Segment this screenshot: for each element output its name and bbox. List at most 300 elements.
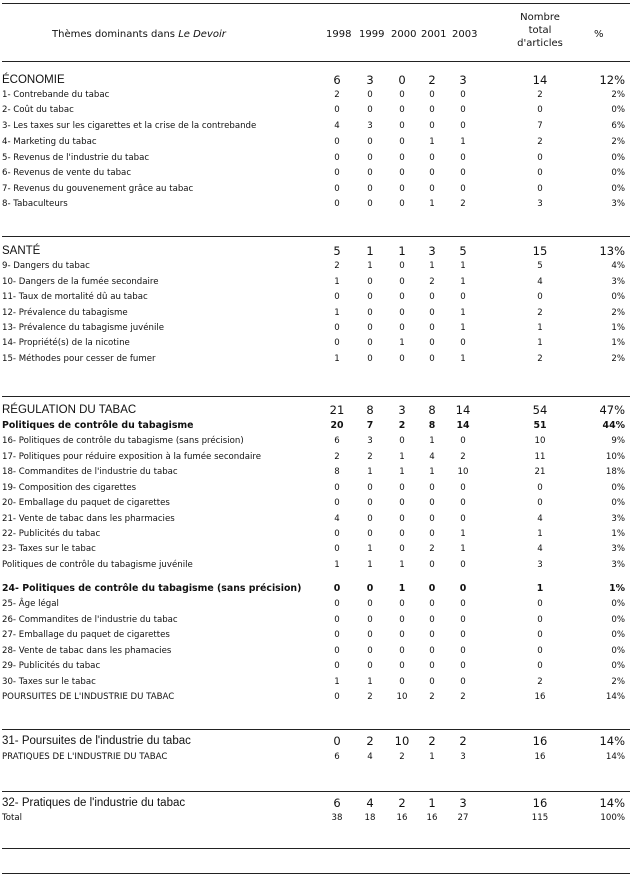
value-percent: 0% [611, 615, 625, 625]
value-total: 0 [537, 184, 543, 194]
value-2001: 0 [429, 105, 435, 115]
value-percent: 3% [611, 199, 625, 209]
value-2001: 16 [426, 813, 438, 823]
value-percent: 3% [611, 514, 625, 524]
row-label: 9- Dangers du tabac [2, 261, 90, 271]
value-1999: 0 [367, 354, 373, 364]
value-1999: 0 [367, 514, 373, 524]
value-1999: 0 [367, 529, 373, 539]
value-total: 16 [534, 752, 546, 762]
row-label: 15- Méthodes pour cesser de fumer [2, 354, 156, 364]
row-label: 29- Publicités du tabac [2, 661, 101, 671]
value-total: 1 [536, 583, 544, 594]
value-1999: 0 [366, 583, 374, 594]
value-total: 51 [533, 420, 547, 431]
table-top-rule [2, 3, 630, 4]
value-2003: 1 [460, 354, 466, 364]
value-1998: 0 [334, 615, 340, 625]
value-1999: 0 [367, 292, 373, 302]
value-percent: 3% [611, 560, 625, 570]
table-row [0, 275, 632, 289]
value-percent: 14% [599, 796, 625, 810]
value-1999: 2 [367, 452, 373, 462]
value-2001: 0 [429, 168, 435, 178]
row-label: RÉGULATION DU TABAC [2, 404, 137, 416]
value-2003: 0 [460, 90, 466, 100]
value-2001: 0 [429, 560, 435, 570]
value-2001: 2 [428, 734, 436, 748]
value-2000: 0 [399, 630, 405, 640]
value-percent: 0% [611, 105, 625, 115]
value-2003: 1 [460, 277, 466, 287]
table-row [0, 597, 632, 611]
section-rule-regulation [2, 396, 630, 397]
value-1998: 4 [334, 121, 340, 131]
value-2000: 0 [399, 544, 405, 554]
value-total: 0 [537, 661, 543, 671]
value-2003: 1 [460, 308, 466, 318]
value-2003: 0 [460, 560, 466, 570]
value-1998: 6 [333, 73, 341, 87]
value-1999: 0 [367, 153, 373, 163]
row-label: POURSUITES DE L'INDUSTRIE DU TABAC [2, 692, 175, 702]
value-total: 10 [534, 436, 546, 446]
value-1999: 4 [366, 796, 374, 810]
value-2000: 0 [399, 105, 405, 115]
value-1998: 38 [331, 813, 343, 823]
row-label: Politiques de contrôle du tabagisme [2, 420, 194, 431]
value-percent: 100% [600, 813, 625, 823]
section-rule-poursuites [2, 729, 630, 730]
table-row [0, 103, 632, 117]
row-label: 4- Marketing du tabac [2, 137, 97, 147]
row-label: Politiques de contrôle du tabagisme juvénile [2, 560, 193, 570]
table-row [0, 750, 632, 764]
value-percent: 0% [611, 153, 625, 163]
value-2000: 1 [399, 452, 405, 462]
value-2001: 1 [428, 796, 436, 810]
value-percent: 13% [599, 244, 625, 258]
value-2001: 0 [429, 599, 435, 609]
value-1999: 0 [367, 483, 373, 493]
value-2003: 0 [460, 677, 466, 687]
value-2000: 0 [399, 661, 405, 671]
value-1998: 0 [334, 692, 340, 702]
row-label: 10- Dangers de la fumée secondaire [2, 277, 159, 287]
value-2003: 3 [459, 73, 467, 87]
value-2001: 0 [429, 121, 435, 131]
value-1999: 0 [367, 199, 373, 209]
value-percent: 1% [609, 583, 625, 594]
value-2001: 0 [429, 338, 435, 348]
value-1998: 6 [334, 436, 340, 446]
value-2000: 0 [399, 514, 405, 524]
column-header-2001: 2001 [421, 29, 447, 40]
value-percent: 1% [611, 338, 625, 348]
value-percent: 0% [611, 599, 625, 609]
value-2001: 1 [429, 261, 435, 271]
value-total: 0 [537, 483, 543, 493]
value-2001: 0 [429, 529, 435, 539]
table-row [0, 659, 632, 673]
row-label: 1- Contrebande du tabac [2, 90, 110, 100]
value-2001: 1 [429, 199, 435, 209]
value-1999: 0 [367, 105, 373, 115]
value-2001: 2 [428, 73, 436, 87]
value-1999: 0 [367, 661, 373, 671]
value-1998: 0 [334, 292, 340, 302]
value-2000: 1 [399, 338, 405, 348]
value-1998: 5 [333, 244, 341, 258]
value-2003: 0 [460, 184, 466, 194]
value-total: 3 [537, 560, 543, 570]
value-percent: 0% [611, 646, 625, 656]
value-percent: 0% [611, 498, 625, 508]
row-label: 26- Commandites de l'industrie du tabac [2, 615, 178, 625]
value-2000: 1 [399, 560, 405, 570]
value-1999: 0 [367, 137, 373, 147]
value-total: 21 [534, 467, 546, 477]
value-2000: 10 [394, 734, 410, 748]
value-1999: 1 [367, 261, 373, 271]
value-total: 4 [537, 277, 543, 287]
table-row [0, 811, 632, 825]
value-total: 16 [532, 734, 548, 748]
value-percent: 14% [599, 734, 625, 748]
value-2001: 2 [429, 544, 435, 554]
value-2000: 0 [399, 323, 405, 333]
value-percent: 0% [611, 483, 625, 493]
value-2000: 0 [399, 354, 405, 364]
row-label: 2- Coût du tabac [2, 105, 74, 115]
section-row [0, 734, 632, 748]
table-row [0, 321, 632, 335]
table-row [0, 151, 632, 165]
value-total: 0 [537, 599, 543, 609]
value-2003: 5 [459, 244, 467, 258]
value-2000: 10 [396, 692, 408, 702]
value-2001: 8 [428, 420, 436, 431]
table-row [0, 675, 632, 689]
value-1998: 0 [334, 498, 340, 508]
value-1998: 0 [334, 338, 340, 348]
subsection-row [0, 582, 632, 596]
value-2003: 1 [460, 544, 466, 554]
column-header-1998: 1998 [326, 29, 352, 40]
value-1999: 0 [367, 90, 373, 100]
value-percent: 2% [611, 677, 625, 687]
value-1998: 0 [334, 153, 340, 163]
value-1998: 0 [333, 734, 341, 748]
value-1998: 8 [334, 467, 340, 477]
value-1999: 1 [367, 677, 373, 687]
value-percent: 2% [611, 308, 625, 318]
column-header-2000: 2000 [391, 29, 417, 40]
value-2001: 4 [429, 452, 435, 462]
section-rule-sante [2, 236, 630, 237]
value-2003: 0 [460, 153, 466, 163]
value-1999: 0 [367, 323, 373, 333]
value-2000: 0 [399, 168, 405, 178]
value-2003: 3 [459, 796, 467, 810]
value-percent: 0% [611, 292, 625, 302]
value-percent: 6% [611, 121, 625, 131]
value-2000: 0 [399, 277, 405, 287]
total-rule-top [2, 848, 630, 849]
value-total: 3 [537, 199, 543, 209]
table-row [0, 197, 632, 211]
value-1998: 0 [334, 105, 340, 115]
value-1998: 2 [334, 90, 340, 100]
value-1999: 1 [367, 544, 373, 554]
value-2003: 1 [460, 323, 466, 333]
value-1999: 1 [367, 560, 373, 570]
row-label: 16- Politiques de contrôle du tabagisme (sans précision) [2, 436, 244, 446]
value-total: 0 [537, 292, 543, 302]
value-2003: 0 [460, 514, 466, 524]
value-2001: 0 [429, 90, 435, 100]
column-header-total: Nombre total d'articles [517, 12, 563, 49]
value-2000: 0 [399, 90, 405, 100]
value-percent: 0% [611, 168, 625, 178]
value-percent: 0% [611, 661, 625, 671]
table-row [0, 644, 632, 658]
value-2001: 0 [429, 615, 435, 625]
value-total: 0 [537, 615, 543, 625]
row-label: 32- Pratiques de l'industrie du tabac [2, 797, 186, 809]
table-row [0, 434, 632, 448]
value-1999: 3 [366, 73, 374, 87]
value-1999: 4 [367, 752, 373, 762]
row-label: 13- Prévalence du tabagisme juvénile [2, 323, 165, 333]
value-2003: 14 [456, 420, 470, 431]
value-2001: 1 [429, 137, 435, 147]
table-row [0, 613, 632, 627]
value-1999: 0 [367, 498, 373, 508]
row-label: 3- Les taxes sur les cigarettes et la crise de la contrebande [2, 121, 257, 131]
column-header-percent: % [594, 29, 604, 40]
section-row [0, 796, 632, 810]
table-row [0, 512, 632, 526]
row-label: 28- Vente de tabac dans les phamacies [2, 646, 172, 656]
value-1999: 2 [367, 692, 373, 702]
value-percent: 14% [605, 752, 625, 762]
value-2003: 1 [460, 137, 466, 147]
value-percent: 3% [611, 277, 625, 287]
table-row [0, 527, 632, 541]
value-1998: 1 [334, 354, 340, 364]
value-2001: 0 [429, 184, 435, 194]
value-total: 15 [532, 244, 548, 258]
value-percent: 0% [611, 184, 625, 194]
value-2003: 0 [460, 338, 466, 348]
value-percent: 44% [602, 420, 625, 431]
table-row [0, 306, 632, 320]
value-2001: 1 [429, 436, 435, 446]
value-2000: 0 [399, 121, 405, 131]
value-2000: 0 [399, 137, 405, 147]
table-row [0, 628, 632, 642]
value-1998: 0 [333, 583, 341, 594]
value-total: 1 [537, 529, 543, 539]
value-2003: 0 [460, 498, 466, 508]
value-total: 16 [534, 692, 546, 702]
row-label: 22- Publicités du tabac [2, 529, 101, 539]
value-2001: 0 [429, 661, 435, 671]
value-1998: 0 [334, 199, 340, 209]
value-2000: 2 [398, 796, 406, 810]
value-2001: 0 [429, 354, 435, 364]
value-2001: 0 [429, 323, 435, 333]
row-label: 8- Tabaculteurs [2, 199, 68, 209]
value-2001: 3 [428, 244, 436, 258]
value-1999: 7 [366, 420, 374, 431]
value-1998: 1 [334, 560, 340, 570]
value-percent: 14% [605, 692, 625, 702]
value-1998: 20 [330, 420, 344, 431]
value-2001: 2 [429, 277, 435, 287]
value-1998: 2 [334, 261, 340, 271]
value-2001: 0 [429, 498, 435, 508]
table-row [0, 290, 632, 304]
value-2001: 0 [429, 292, 435, 302]
value-2001: 0 [429, 677, 435, 687]
value-percent: 2% [611, 90, 625, 100]
value-percent: 47% [599, 403, 625, 417]
value-total: 2 [537, 90, 543, 100]
section-row [0, 73, 632, 87]
table-row [0, 259, 632, 273]
row-label: 30- Taxes sur le tabac [2, 677, 96, 687]
row-label: 5- Revenus de l'industrie du tabac [2, 153, 150, 163]
value-2003: 2 [460, 199, 466, 209]
value-percent: 3% [611, 544, 625, 554]
value-total: 2 [537, 677, 543, 687]
value-percent: 4% [611, 261, 625, 271]
value-2000: 0 [399, 436, 405, 446]
value-2003: 14 [455, 403, 471, 417]
value-total: 115 [531, 813, 549, 823]
table-row [0, 481, 632, 495]
value-percent: 2% [611, 137, 625, 147]
value-1998: 0 [334, 184, 340, 194]
value-total: 0 [537, 646, 543, 656]
value-2000: 2 [398, 420, 406, 431]
value-2000: 0 [399, 199, 405, 209]
row-label: 25- Âge légal [2, 599, 59, 609]
table-row [0, 496, 632, 510]
value-2000: 0 [399, 308, 405, 318]
value-1999: 0 [367, 615, 373, 625]
value-total: 0 [537, 498, 543, 508]
value-1998: 1 [334, 277, 340, 287]
value-1999: 1 [366, 244, 374, 258]
header-rule [2, 61, 630, 62]
value-2000: 0 [399, 529, 405, 539]
value-2003: 0 [460, 121, 466, 131]
value-1998: 0 [334, 168, 340, 178]
value-total: 11 [534, 452, 546, 462]
value-2003: 10 [457, 467, 469, 477]
value-2001: 8 [428, 403, 436, 417]
value-2003: 0 [460, 615, 466, 625]
row-label: 11- Taux de mortalité dû au tabac [2, 292, 148, 302]
value-1999: 0 [367, 168, 373, 178]
value-2001: 0 [429, 153, 435, 163]
value-2003: 2 [460, 692, 466, 702]
table-row [0, 182, 632, 196]
value-2003: 0 [460, 105, 466, 115]
row-label: 6- Revenus de vente du tabac [2, 168, 132, 178]
value-2000: 0 [399, 599, 405, 609]
value-2001: 0 [429, 646, 435, 656]
section-row [0, 244, 632, 258]
value-2003: 0 [459, 583, 467, 594]
table-row [0, 690, 632, 704]
row-label: 7- Revenus du gouvenement grâce au tabac [2, 184, 194, 194]
value-percent: 9% [611, 436, 625, 446]
value-1999: 1 [367, 467, 373, 477]
value-1999: 2 [366, 734, 374, 748]
value-2000: 1 [398, 583, 406, 594]
table-row [0, 352, 632, 366]
value-1998: 0 [334, 599, 340, 609]
value-2001: 0 [429, 630, 435, 640]
row-label: 19- Composition des cigarettes [2, 483, 137, 493]
value-1999: 0 [367, 646, 373, 656]
value-total: 0 [537, 168, 543, 178]
value-total: 2 [537, 354, 543, 364]
value-1998: 4 [334, 514, 340, 524]
value-2003: 0 [460, 292, 466, 302]
value-percent: 1% [611, 323, 625, 333]
row-label: 21- Vente de tabac dans les pharmacies [2, 514, 175, 524]
value-1998: 2 [334, 452, 340, 462]
value-2003: 0 [460, 646, 466, 656]
value-total: 2 [537, 308, 543, 318]
value-2000: 1 [399, 467, 405, 477]
column-header-2003: 2003 [452, 29, 478, 40]
value-2000: 0 [399, 483, 405, 493]
row-label: 24- Politiques de contrôle du tabagisme (sans précision) [2, 583, 302, 594]
table-row [0, 336, 632, 350]
value-2000: 0 [399, 615, 405, 625]
value-percent: 1% [611, 529, 625, 539]
value-percent: 18% [605, 467, 625, 477]
table-row [0, 135, 632, 149]
value-1998: 6 [333, 796, 341, 810]
value-2001: 2 [429, 692, 435, 702]
value-2000: 0 [399, 184, 405, 194]
value-1998: 0 [334, 630, 340, 640]
value-1999: 0 [367, 630, 373, 640]
value-1998: 0 [334, 483, 340, 493]
row-label: 14- Propriété(s) de la nicotine [2, 338, 130, 348]
value-2001: 1 [429, 467, 435, 477]
row-label: PRATIQUES DE L'INDUSTRIE DU TABAC [2, 752, 168, 762]
value-total: 5 [537, 261, 543, 271]
value-2003: 3 [460, 752, 466, 762]
value-2000: 1 [398, 244, 406, 258]
row-label: ÉCONOMIE [2, 74, 65, 86]
subsection-row [0, 419, 632, 433]
value-1999: 0 [367, 308, 373, 318]
row-label: Total [2, 813, 23, 823]
value-2003: 2 [459, 734, 467, 748]
value-1998: 1 [334, 677, 340, 687]
row-label: 17- Politiques pour réduire exposition à la fumée secondaire [2, 452, 261, 462]
value-2000: 16 [396, 813, 408, 823]
